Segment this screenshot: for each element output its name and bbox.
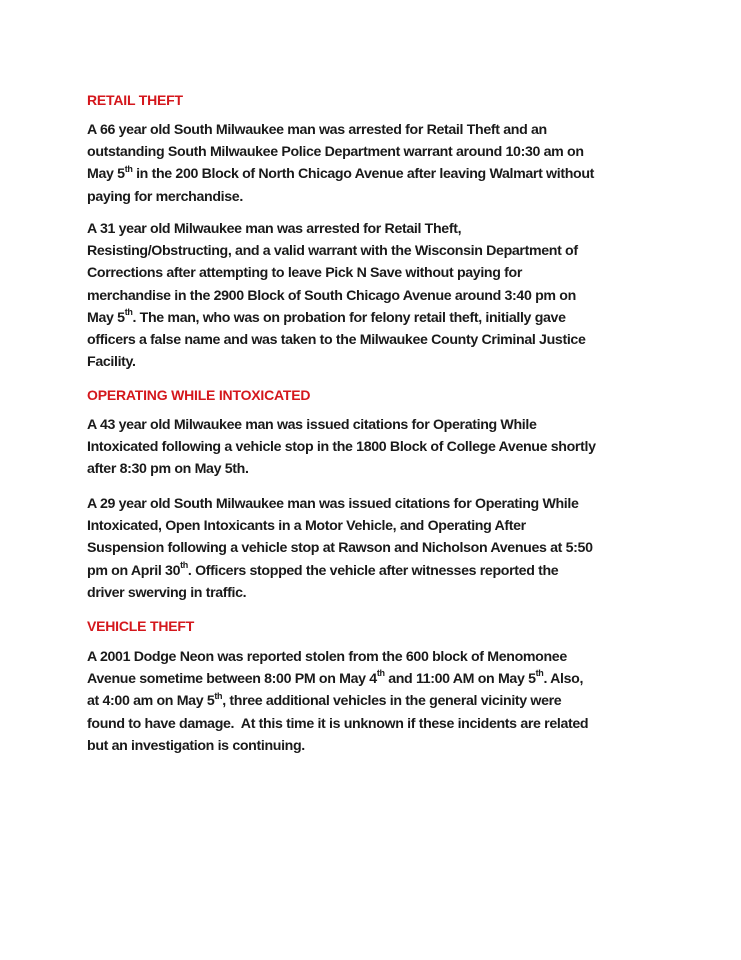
superscript: th	[376, 668, 385, 679]
text-line: A 31 year old Milwaukee man was arrested for Retail Theft,	[87, 221, 462, 237]
text-line: but an investigation is continuing.	[87, 737, 305, 754]
text-line: Suspension following a vehicle stop at Rawson and Nicholson Avenues at 5:50	[87, 540, 593, 557]
text-line: driver swerving in traffic.	[87, 584, 247, 601]
text-line: after 8:30 pm on May 5th.	[87, 461, 249, 478]
superscript: th	[535, 668, 544, 679]
paragraph-owi-2	[87, 493, 687, 604]
text-line: A 2001 Dodge Neon was reported stolen from the 600 block of Menomonee	[87, 649, 567, 665]
text-line: A 43 year old Milwaukee man was issued citations for Operating While	[87, 417, 537, 433]
text-line: Intoxicated following a vehicle stop in the 1800 Block of College Avenue shortly	[87, 439, 596, 456]
paragraph-owi-1	[87, 414, 687, 481]
superscript: th	[214, 690, 223, 701]
section-heading-vehicle-theft: VEHICLE THEFT	[87, 618, 195, 634]
section-heading-retail-theft: RETAIL THEFT	[87, 92, 183, 108]
paragraph-vehicle-theft-1	[87, 646, 687, 757]
text-line: pm on April 30th. Officers stopped the vehicle after witnesses reported the	[87, 559, 559, 579]
superscript: th	[124, 163, 133, 174]
text-line: May 5th in the 200 Block of North Chicago Avenue after leaving Walmart without	[87, 163, 595, 183]
text-line: May 5th. The man, who was on probation for felony retail theft, initially gave	[87, 307, 566, 326]
text-line: A 29 year old South Milwaukee man was issued citations for Operating While	[87, 496, 579, 512]
text-line: officers a false name and was taken to the Milwaukee County Criminal Justice	[87, 332, 586, 349]
text-line: at 4:00 am on May 5th, three additional vehicles in the general vicinity were	[87, 690, 562, 710]
text-line: outstanding South Milwaukee Police Department warrant around 10:30 am on	[87, 144, 584, 161]
text-line: merchandise in the 2900 Block of South Chicago Avenue around 3:40 pm on	[87, 287, 576, 304]
superscript: th	[180, 559, 188, 570]
text-line: Corrections after attempting to leave Pick N Save without paying for	[87, 265, 523, 282]
text-line: Avenue sometime between 8:00 PM on May 4th and 11:00 AM on May 5th. Also,	[87, 668, 584, 688]
section-heading-operating-while-intoxicated: OPERATING WHILE INTOXICATED	[87, 387, 311, 403]
text-line: A 66 year old South Milwaukee man was arrested for Retail Theft and an	[87, 122, 547, 138]
text-line: found to have damage. At this time it is unknown if these incidents are related	[87, 715, 589, 732]
text-line: Facility.	[87, 354, 136, 371]
text-line: Resisting/Obstructing, and a valid warrant with the Wisconsin Department of	[87, 243, 578, 260]
text-line: paying for merchandise.	[87, 188, 243, 205]
paragraph-retail-theft-1	[87, 119, 687, 208]
text-line: Intoxicated, Open Intoxicants in a Motor Vehicle, and Operating After	[87, 518, 526, 535]
superscript: th	[124, 307, 133, 318]
paragraph-retail-theft-2	[87, 218, 687, 373]
